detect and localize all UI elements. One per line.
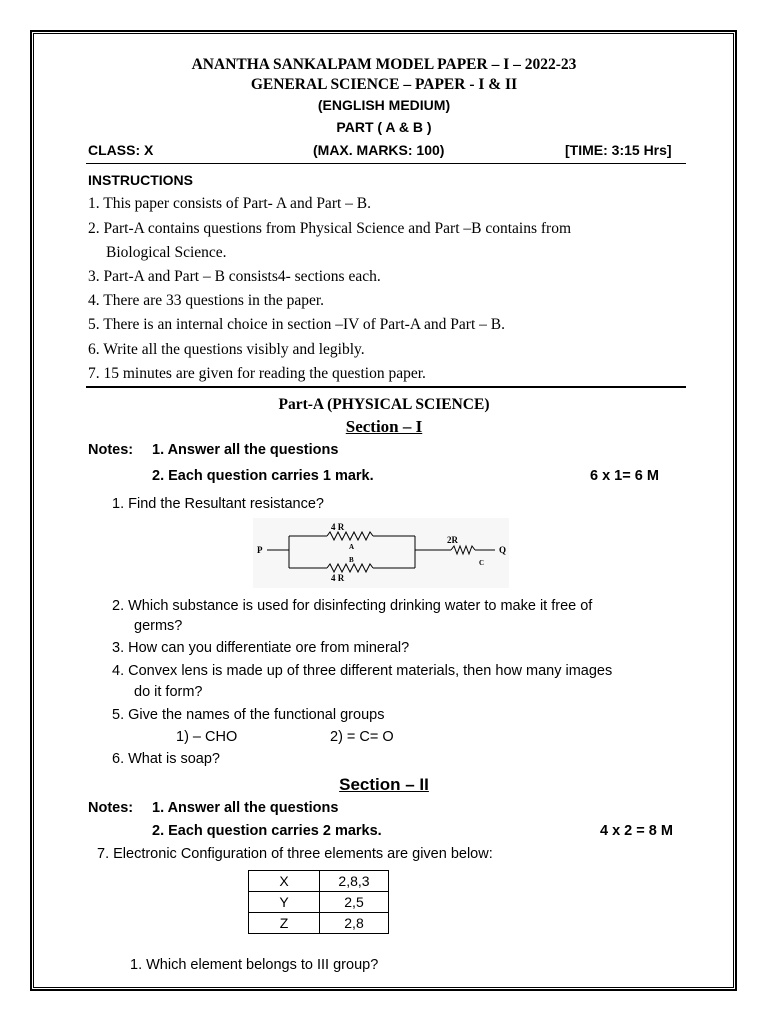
section-1-title: Section – I [345,417,423,436]
instruction-item: 3. Part-A and Part – B consists4- sections each. [88,268,381,285]
circuit-label-c: C [479,559,485,567]
question-5-option: 1) – CHO [176,729,238,745]
instruction-item: 1. This paper consists of Part- A and Part – B. [88,195,371,212]
circuit-label-r-top: 4 R [331,522,345,532]
instruction-item: Biological Science. [106,244,227,261]
section-2-title: Section – II [339,775,429,794]
note-item: 1. Answer all the questions [152,442,339,458]
circuit-label-q: Q [499,545,507,555]
circuit-label-p: P [257,545,263,555]
instruction-item: 6. Write all the questions visibly and legibly. [88,341,365,358]
question-4-cont: do it form? [134,684,203,700]
section-marks: 6 x 1= 6 M [590,468,659,484]
electronic-config-table [248,870,389,934]
class-label: CLASS: X [88,142,154,158]
table-row [249,913,389,934]
instructions-divider [86,386,686,388]
instruction-item: 4. There are 33 questions in the paper. [88,292,325,309]
table-row [249,871,389,892]
instruction-item: 5. There is an internal choice in section –IV of Part-A and Part – B. [88,316,505,333]
question-5-option: 2) = C= O [330,729,394,745]
note-item: 2. Each question carries 1 mark. [152,468,374,484]
paper-part: PART ( A & B ) [336,119,432,135]
question-5: 5. Give the names of the functional groups [112,707,385,723]
note-item: 1. Answer all the questions [152,800,339,816]
note-item: 2. Each question carries 2 marks. [152,823,382,839]
table-row [249,892,389,913]
question-2: 2. Which substance is used for disinfecting drinking water to make it free of [112,598,593,614]
instruction-item: 7. 15 minutes are given for reading the question paper. [88,365,426,382]
paper-title: ANANTHA SANKALPAM MODEL PAPER – I – 2022-23 [191,56,577,73]
circuit-label-r-bottom: 4 R [331,573,345,583]
table-cell: Y [249,892,320,913]
paper-subject: GENERAL SCIENCE – PAPER - I & II [250,76,518,93]
question-1: 1. Find the Resultant resistance? [112,496,324,512]
header-divider [86,163,686,164]
question-2-cont: germs? [134,618,183,634]
question-4: 4. Convex lens is made up of three different materials, then how many images [112,663,613,679]
notes-label: Notes: [88,442,134,458]
circuit-label-a: A [349,543,355,551]
table-cell: X [249,871,320,892]
max-marks: (MAX. MARKS: 100) [313,142,445,158]
circuit-label-b: B [349,556,354,564]
time-label: [TIME: 3:15 Hrs] [565,142,672,158]
table-cell: 2,5 [320,892,389,913]
instruction-item: 2. Part-A contains questions from Physical Science and Part –B contains from [88,220,571,237]
table-cell: 2,8 [320,913,389,934]
notes-label: Notes: [88,800,134,816]
section-marks: 4 x 2 = 8 M [600,823,673,839]
table-cell: Z [249,913,320,934]
table-cell: 2,8,3 [320,871,389,892]
question-7: 7. Electronic Configuration of three elements are given below: [97,846,493,862]
circuit-diagram [253,518,509,588]
paper-medium: (ENGLISH MEDIUM) [317,97,451,113]
part-a-title: Part-A (PHYSICAL SCIENCE) [278,396,490,413]
circuit-label-r-series: 2R [447,535,458,545]
question-6: 6. What is soap? [112,751,220,767]
instructions-heading: INSTRUCTIONS [88,172,193,188]
question-3: 3. How can you differentiate ore from mineral? [112,640,410,656]
question-7-sub1: 1. Which element belongs to III group? [130,957,379,973]
